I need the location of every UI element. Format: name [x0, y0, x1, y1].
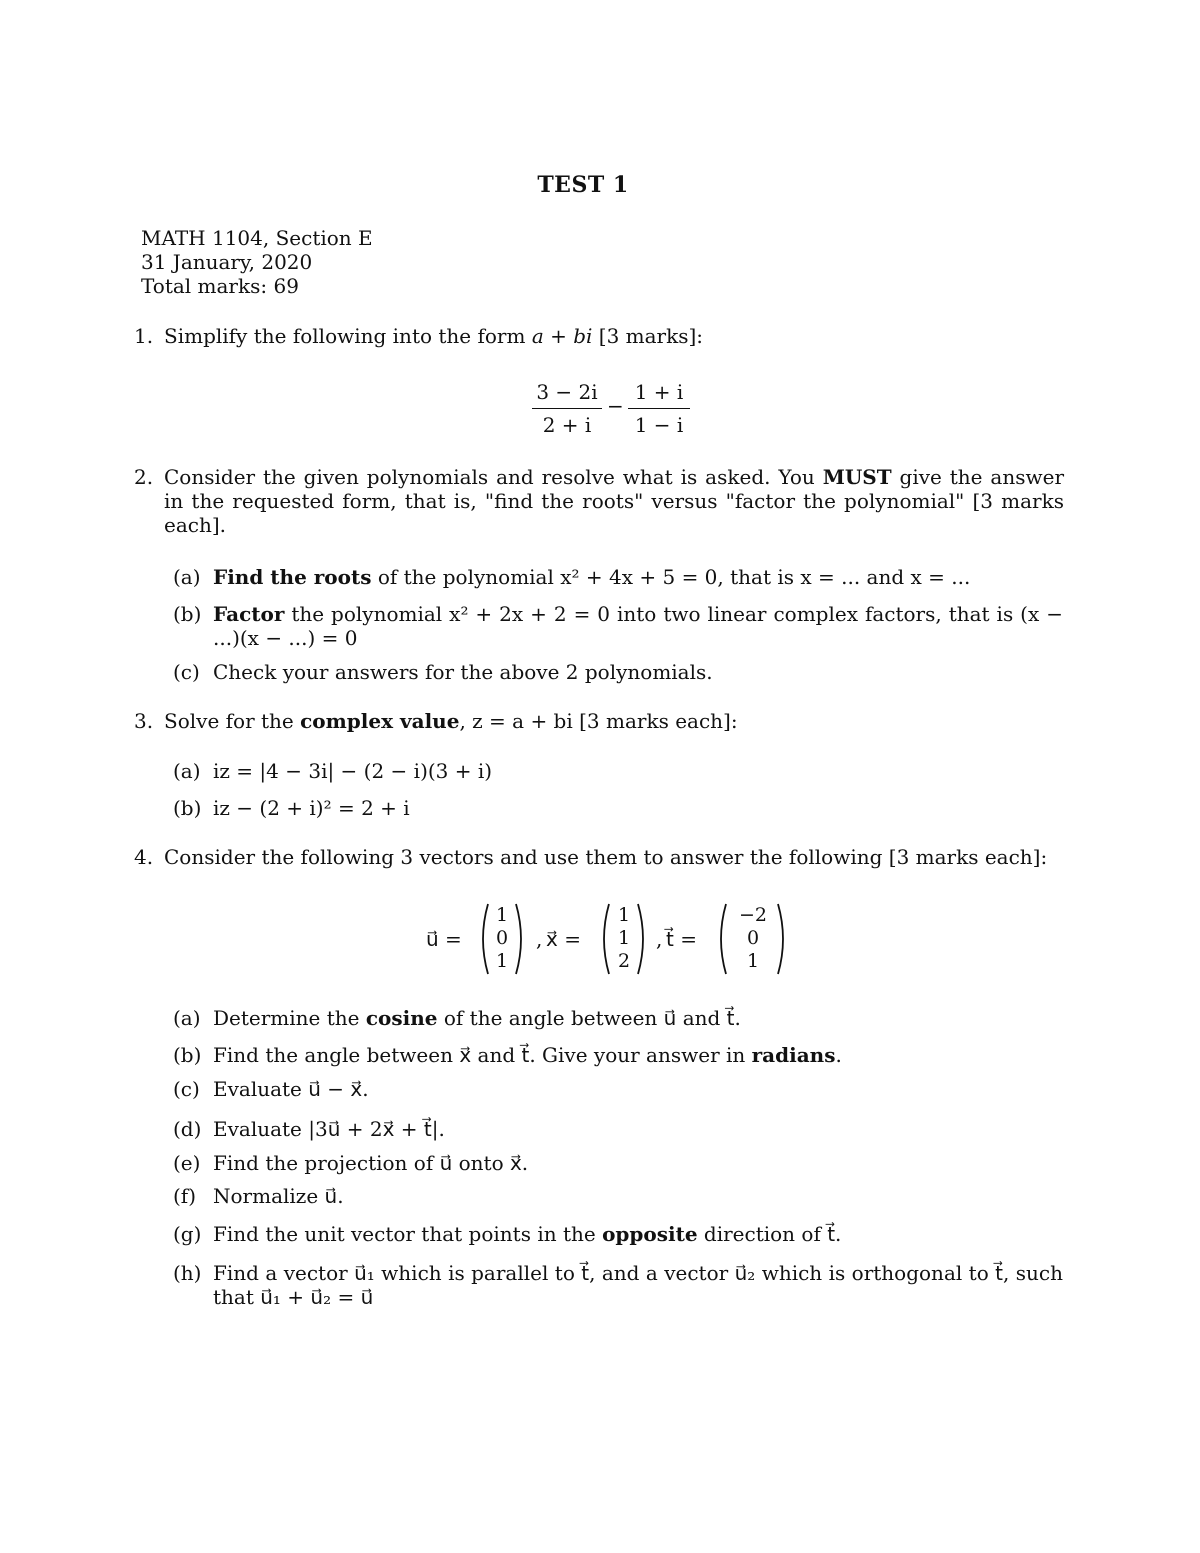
q4-part-h	[173, 1261, 1063, 1309]
q1-fraction-1	[532, 380, 602, 437]
q3-bold: complex value	[300, 709, 460, 733]
left-paren-icon	[597, 902, 611, 976]
q2-text-a: Consider the given polynomials and resolve what is asked. You	[164, 465, 823, 489]
vector-separator: ,	[656, 927, 663, 951]
part-label: (a)	[173, 1006, 201, 1030]
vector-t-name: t⃗ =	[666, 927, 697, 951]
part-bold: opposite	[602, 1222, 698, 1246]
part-text: Determine the	[213, 1006, 366, 1030]
q1-text-post: [3 marks]:	[592, 324, 704, 348]
q4-part-a	[173, 1006, 1063, 1030]
vector-component: 1	[746, 950, 760, 972]
question-4	[134, 845, 1064, 869]
q4-text: Consider the following 3 vectors and use them to answer the following [3 marks each]:	[164, 845, 1048, 869]
fraction-bar	[532, 408, 602, 409]
part-text: Find the projection of u⃗ onto x⃗.	[213, 1151, 529, 1175]
vector-component: 2	[617, 950, 631, 972]
q4-part-e	[173, 1151, 1063, 1175]
part-label: (b)	[173, 796, 202, 820]
part-label: (d)	[173, 1117, 202, 1141]
fraction-numerator: 1 + i	[634, 380, 684, 404]
vector-component: 1	[617, 927, 631, 949]
fraction-numerator: 3 − 2i	[536, 380, 598, 404]
question-number: 3.	[134, 709, 154, 733]
q2-a-text: of the polynomial x² + 4x + 5 = 0, that is x = ... and x = ...	[371, 565, 971, 589]
q1-fraction-2	[628, 380, 690, 437]
q4-part-c	[173, 1077, 1063, 1101]
part-label: (h)	[173, 1261, 202, 1285]
part-label: (a)	[173, 759, 201, 783]
part-label: (b)	[173, 602, 202, 626]
vector-component: 1	[617, 904, 631, 926]
part-text: Evaluate |3u⃗ + 2x⃗ + t⃗|.	[213, 1117, 445, 1141]
part-text-post: of the angle between u⃗ and t⃗.	[437, 1006, 741, 1030]
q3-part-b	[173, 796, 1063, 820]
q2-part-b	[173, 602, 1063, 650]
part-label: (f)	[173, 1184, 197, 1208]
fraction-bar	[628, 408, 690, 409]
q1-form: a + bi	[531, 324, 593, 348]
vector-component: −2	[738, 904, 767, 926]
course-line: MATH 1104, Section E	[141, 226, 373, 250]
q3-text-post: , z = a + bi [3 marks each]:	[459, 709, 738, 733]
left-paren-icon	[714, 902, 728, 976]
question-2	[134, 465, 1064, 537]
q3-text-pre: Solve for the	[164, 709, 301, 733]
part-label: (g)	[173, 1222, 202, 1246]
vector-u-components	[488, 904, 516, 973]
vector-component: 1	[495, 904, 509, 926]
part-text-post: .	[835, 1043, 842, 1067]
question-number: 4.	[134, 845, 154, 869]
q2-part-c	[173, 660, 1063, 684]
q3-b-text: iz − (2 + i)² = 2 + i	[213, 796, 410, 820]
right-paren-icon	[636, 902, 650, 976]
vector-separator: ,	[536, 927, 543, 951]
vector-t-components	[730, 904, 776, 973]
q2-must: MUST	[822, 465, 892, 489]
q2-text-b: give the answer in the requested form, that is, "find the roots" versus "factor the polynomial" [3 marks each].	[164, 465, 1065, 537]
part-text: Find the angle between x⃗ and t⃗. Give your answer in	[213, 1043, 752, 1067]
part-bold: cosine	[365, 1006, 438, 1030]
part-text: Normalize u⃗.	[213, 1184, 344, 1208]
vector-u-name: u⃗ =	[426, 927, 462, 951]
part-text: Evaluate u⃗ − x⃗.	[213, 1077, 369, 1101]
q3-part-a	[173, 759, 1063, 783]
right-paren-icon	[776, 902, 790, 976]
vector-component: 1	[495, 950, 509, 972]
q3-a-text: iz = |4 − 3i| − (2 − i)(3 + i)	[213, 759, 493, 783]
question-1	[134, 324, 1064, 348]
question-number: 1.	[134, 324, 154, 348]
q2-c-text: Check your answers for the above 2 polynomials.	[213, 660, 713, 684]
part-bold: radians	[751, 1043, 836, 1067]
part-text: Find a vector u⃗₁ which is parallel to t⃗, and a vector u⃗₂ which is orthogonal to t⃗, such that u⃗₁ + u⃗₂ = u⃗	[213, 1261, 1063, 1309]
q2-a-bold: Find the roots	[213, 565, 372, 589]
part-text: Find the unit vector that points in the	[213, 1222, 603, 1246]
vector-component: 0	[746, 927, 760, 949]
part-label: (a)	[173, 565, 201, 589]
q4-part-d	[173, 1117, 1063, 1141]
q4-part-f	[173, 1184, 1063, 1208]
question-3	[134, 709, 1064, 733]
fraction-denominator: 2 + i	[542, 413, 592, 437]
q1-text-pre: Simplify the following into the form	[164, 324, 532, 348]
part-label: (c)	[173, 1077, 200, 1101]
date-line: 31 January, 2020	[141, 250, 313, 274]
q2-part-a	[173, 565, 1063, 589]
part-label: (c)	[173, 660, 200, 684]
q2-b-bold: Factor	[213, 602, 285, 626]
vector-x-name: x⃗ =	[546, 927, 581, 951]
page-title: TEST 1	[537, 172, 629, 198]
vector-component: 0	[495, 927, 509, 949]
part-label: (e)	[173, 1151, 201, 1175]
fraction-denominator: 1 − i	[634, 413, 684, 437]
q2-b-text: the polynomial x² + 2x + 2 = 0 into two linear complex factors, that is (x − ...)(x − ...) = 0	[213, 602, 1063, 650]
q4-part-g	[173, 1222, 1063, 1246]
question-number: 2.	[134, 465, 154, 489]
total-marks-line: Total marks: 69	[141, 274, 299, 298]
vector-x-components	[610, 904, 638, 973]
part-label: (b)	[173, 1043, 202, 1067]
right-paren-icon	[514, 902, 528, 976]
q1-minus-sign: −	[607, 394, 624, 418]
q4-part-b	[173, 1043, 1063, 1067]
part-text-post: direction of t⃗.	[697, 1222, 842, 1246]
